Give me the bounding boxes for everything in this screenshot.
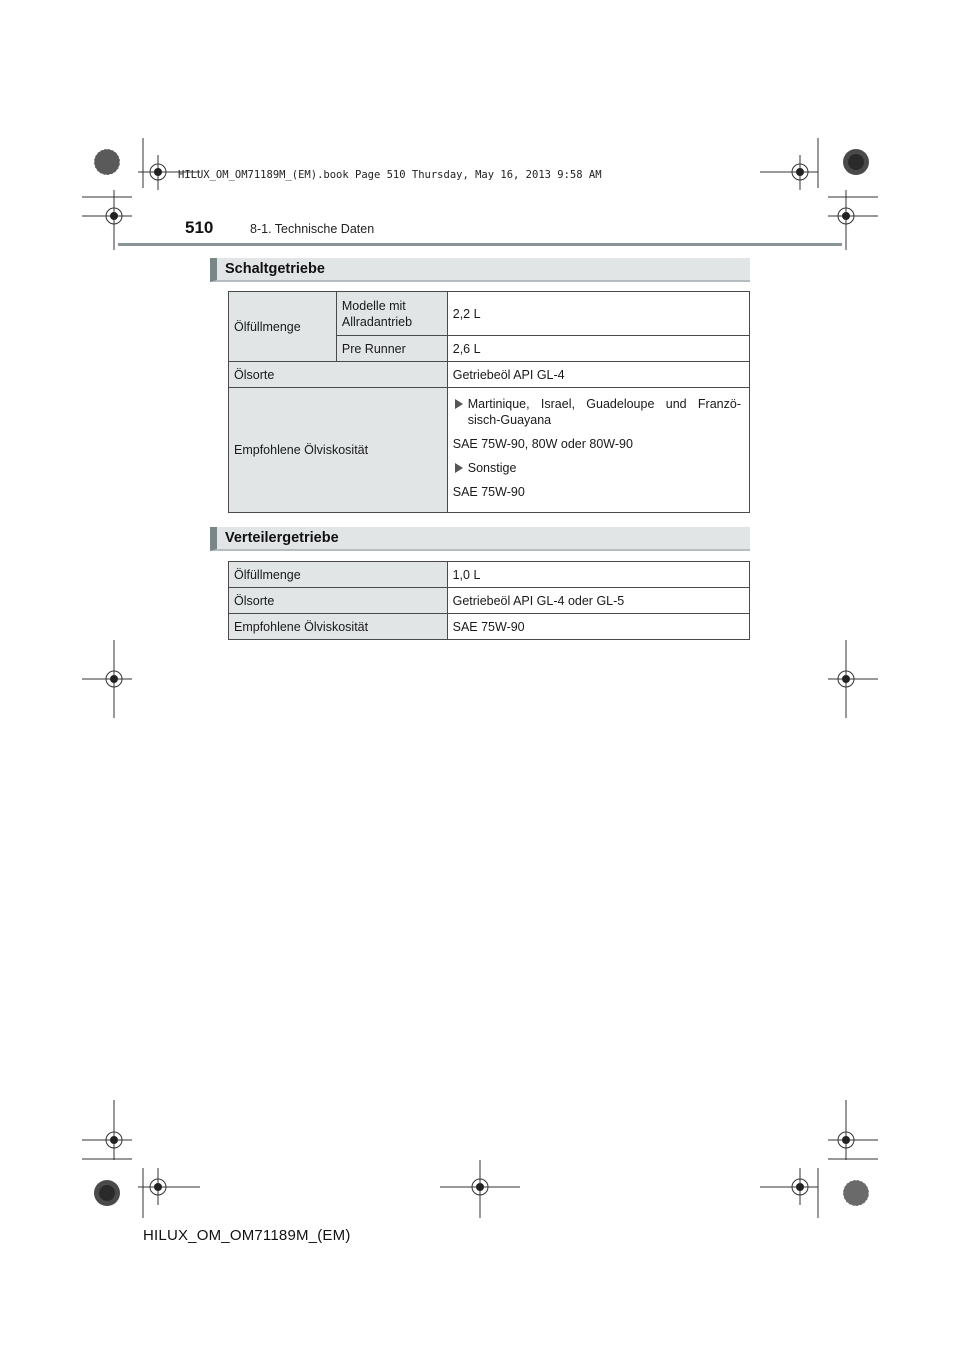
book-stamp: HILUX_OM_OM71189M_(EM).book Page 510 Thursday, May 16, 2013 9:58 AM — [178, 169, 602, 181]
capacity-value: 2,2 L — [447, 292, 749, 336]
oil-capacity-label: Ölfüllmenge — [229, 292, 337, 362]
table-row — [229, 362, 750, 388]
triangle-bullet-icon — [455, 399, 463, 409]
list-item — [453, 460, 741, 476]
section-heading-manual-transmission — [210, 258, 750, 282]
row-value: 1,0 L — [447, 562, 749, 588]
page-number: 510 — [185, 218, 214, 237]
row-label: Ölfüllmenge — [229, 562, 448, 588]
row-label: Empfohlene Ölviskosität — [229, 614, 448, 640]
section-title: 8-1. Technische Daten — [250, 222, 375, 236]
region-label: Martinique, Israel, Guadeloupe und Franzö-sisch-Guayana — [467, 397, 741, 427]
capacity-value: 2,6 L — [447, 336, 749, 362]
oil-type-value: Getriebeöl API GL-4 — [447, 362, 749, 388]
oil-type-label: Ölsorte — [229, 362, 448, 388]
table-row — [229, 388, 750, 513]
transfer-case-table — [228, 561, 750, 640]
section-heading-transfer-case — [210, 527, 750, 551]
triangle-bullet-icon — [455, 463, 463, 473]
manual-transmission-table — [228, 291, 750, 513]
table-row — [229, 562, 750, 588]
section-heading-text: Schaltgetriebe — [225, 261, 325, 277]
viscosity-value-cell — [447, 388, 749, 513]
viscosity-grade: SAE 75W-90, 80W oder 80W-90 — [452, 437, 633, 451]
row-label: Ölsorte — [229, 588, 448, 614]
row-value: SAE 75W-90 — [447, 614, 749, 640]
model-label: Pre Runner — [336, 336, 447, 362]
document-code: HILUX_OM_OM71189M_(EM) — [143, 1227, 351, 1244]
table-row — [229, 614, 750, 640]
viscosity-grade: SAE 75W-90 — [452, 485, 525, 499]
table-row — [229, 588, 750, 614]
row-value: Getriebeöl API GL-4 oder GL-5 — [447, 588, 749, 614]
section-heading-text: Verteilergetriebe — [225, 530, 339, 546]
header-rule — [118, 243, 842, 246]
region-label: Sonstige — [467, 461, 517, 475]
viscosity-label: Empfohlene Ölviskosität — [229, 388, 448, 513]
list-item — [453, 396, 741, 428]
model-label: Modelle mit Allradantrieb — [336, 292, 447, 336]
table-row — [229, 292, 750, 336]
